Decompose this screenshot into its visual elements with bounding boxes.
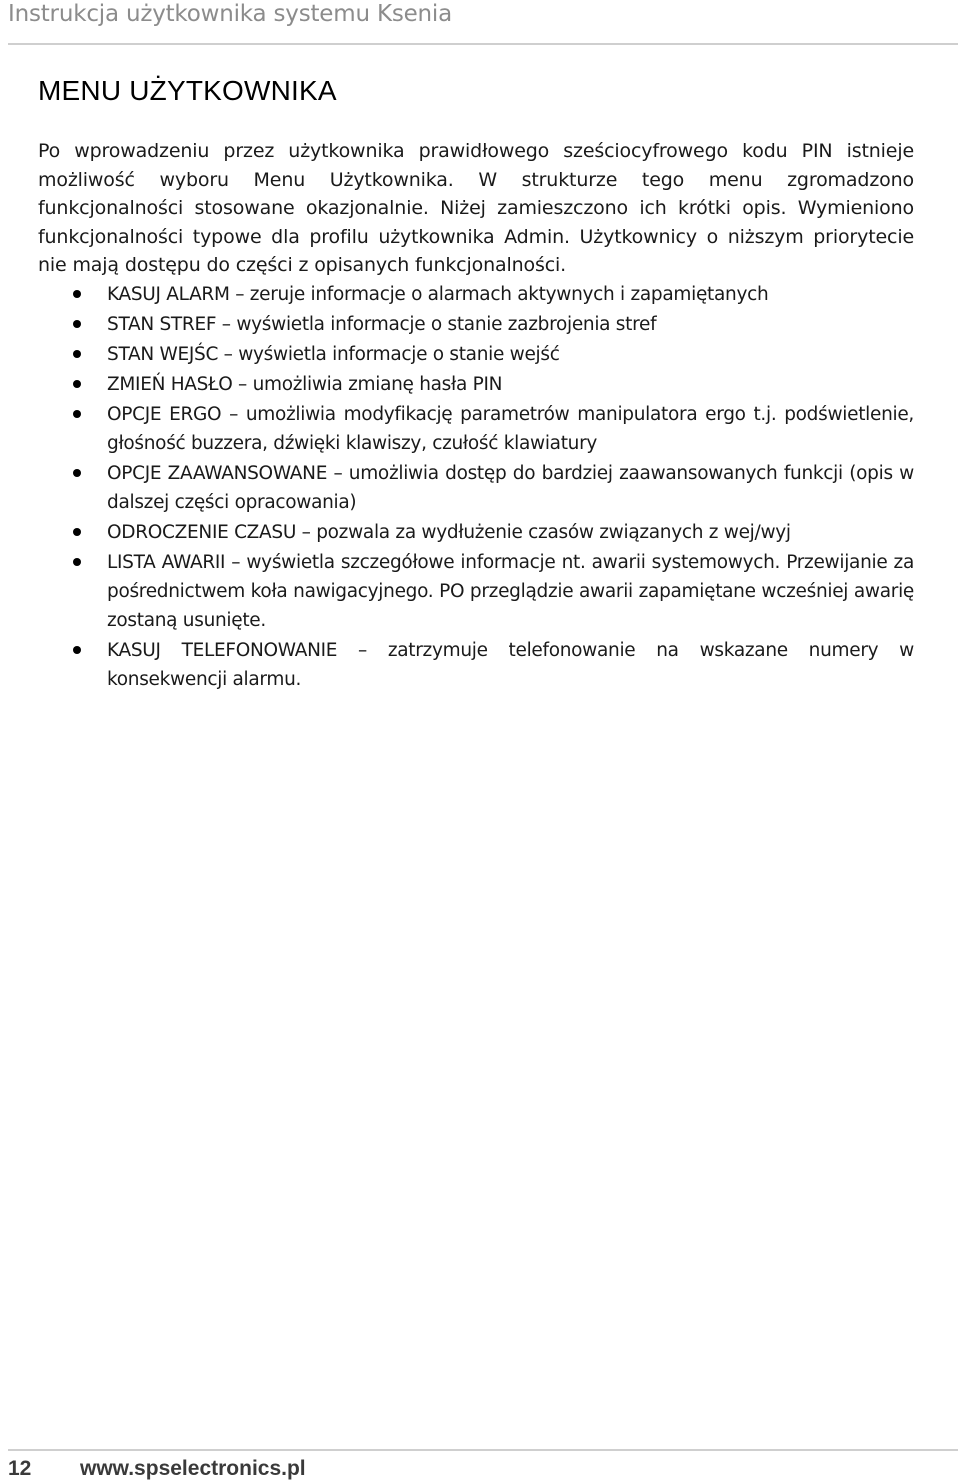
list-item-kasuj-alarm <box>38 280 914 309</box>
intro-paragraph: Po wprowadzeniu przez użytkownika prawidłowego sześciocyfrowego kodu PIN istnieje możliwość wyboru Menu Użytkownika. W strukturze tego menu zgromadzono funkcjonalności stosowane okazjonalnie. Niżej zamieszczono ich krótki opis. Wymieniono funkcjonalności typowe dla profilu użytkownika Admin. Użytkownicy o niższym priorytecie nie mają dostępu do części z opisanych funkcjonalności. <box>38 140 914 276</box>
footer-website-link[interactable]: www.spselectronics.pl <box>80 1457 306 1480</box>
list-item-odroczenie-czasu <box>38 518 914 547</box>
footer-divider <box>8 1449 958 1451</box>
list-item-zmien-haslo <box>38 370 914 399</box>
list-item-stan-wejsc <box>38 340 914 369</box>
section-title: MENU UŻYTKOWNIKA <box>38 75 337 106</box>
list-item-opcje-ergo <box>38 400 914 458</box>
running-header-title: Instrukcja użytkownika systemu Ksenia <box>8 1 453 27</box>
bullet-icon <box>73 350 81 358</box>
bullet-icon <box>73 646 81 654</box>
list-item-text: ZMIEŃ HASŁO – umożliwia zmianę hasła PIN <box>107 373 503 395</box>
section-content <box>38 137 914 695</box>
bullet-icon <box>73 558 81 566</box>
list-item-stan-stref <box>38 310 914 339</box>
bullet-icon <box>73 469 81 477</box>
bullet-icon <box>73 410 81 418</box>
header-divider <box>8 43 958 45</box>
list-item-text: OPCJE ZAAWANSOWANE – umożliwia dostęp do bardziej zaawansowanych funkcji (opis w dalszej części opracowania) <box>107 462 914 513</box>
bullet-icon <box>73 290 81 298</box>
list-item-text: STAN STREF – wyświetla informacje o stanie zazbrojenia stref <box>107 313 657 335</box>
list-item-text: LISTA AWARII – wyświetla szczegółowe informacje nt. awarii systemowych. Przewijanie za pośrednictwem koła nawigacyjnego. PO przeglądzie awarii zapamiętane wcześniej awarię zostaną usunięte. <box>107 551 914 631</box>
feature-list <box>38 280 914 694</box>
list-item-text: KASUJ TELEFONOWANIE – zatrzymuje telefonowanie na wskazane numery w konsekwencji alarmu. <box>107 639 914 690</box>
list-item-text: STAN WEJŚC – wyświetla informacje o stanie wejść <box>107 343 560 365</box>
list-item-text: KASUJ ALARM – zeruje informacje o alarmach aktywnych i zapamiętanych <box>107 283 769 305</box>
bullet-icon <box>73 320 81 328</box>
list-item-opcje-zaawansowane <box>38 459 914 517</box>
bullet-icon <box>73 380 81 388</box>
bullet-icon <box>73 528 81 536</box>
page-number: 12 <box>8 1457 32 1480</box>
list-item-kasuj-telefonowanie <box>38 636 914 694</box>
list-item-lista-awarii <box>38 548 914 635</box>
list-item-text: OPCJE ERGO – umożliwia modyfikację parametrów manipulatora ergo t.j. podświetlenie, głośność buzzera, dźwięki klawiszy, czułość klawiatury <box>107 403 914 454</box>
list-item-text: ODROCZENIE CZASU – pozwala za wydłużenie czasów związanych z wej/wyj <box>107 521 791 543</box>
